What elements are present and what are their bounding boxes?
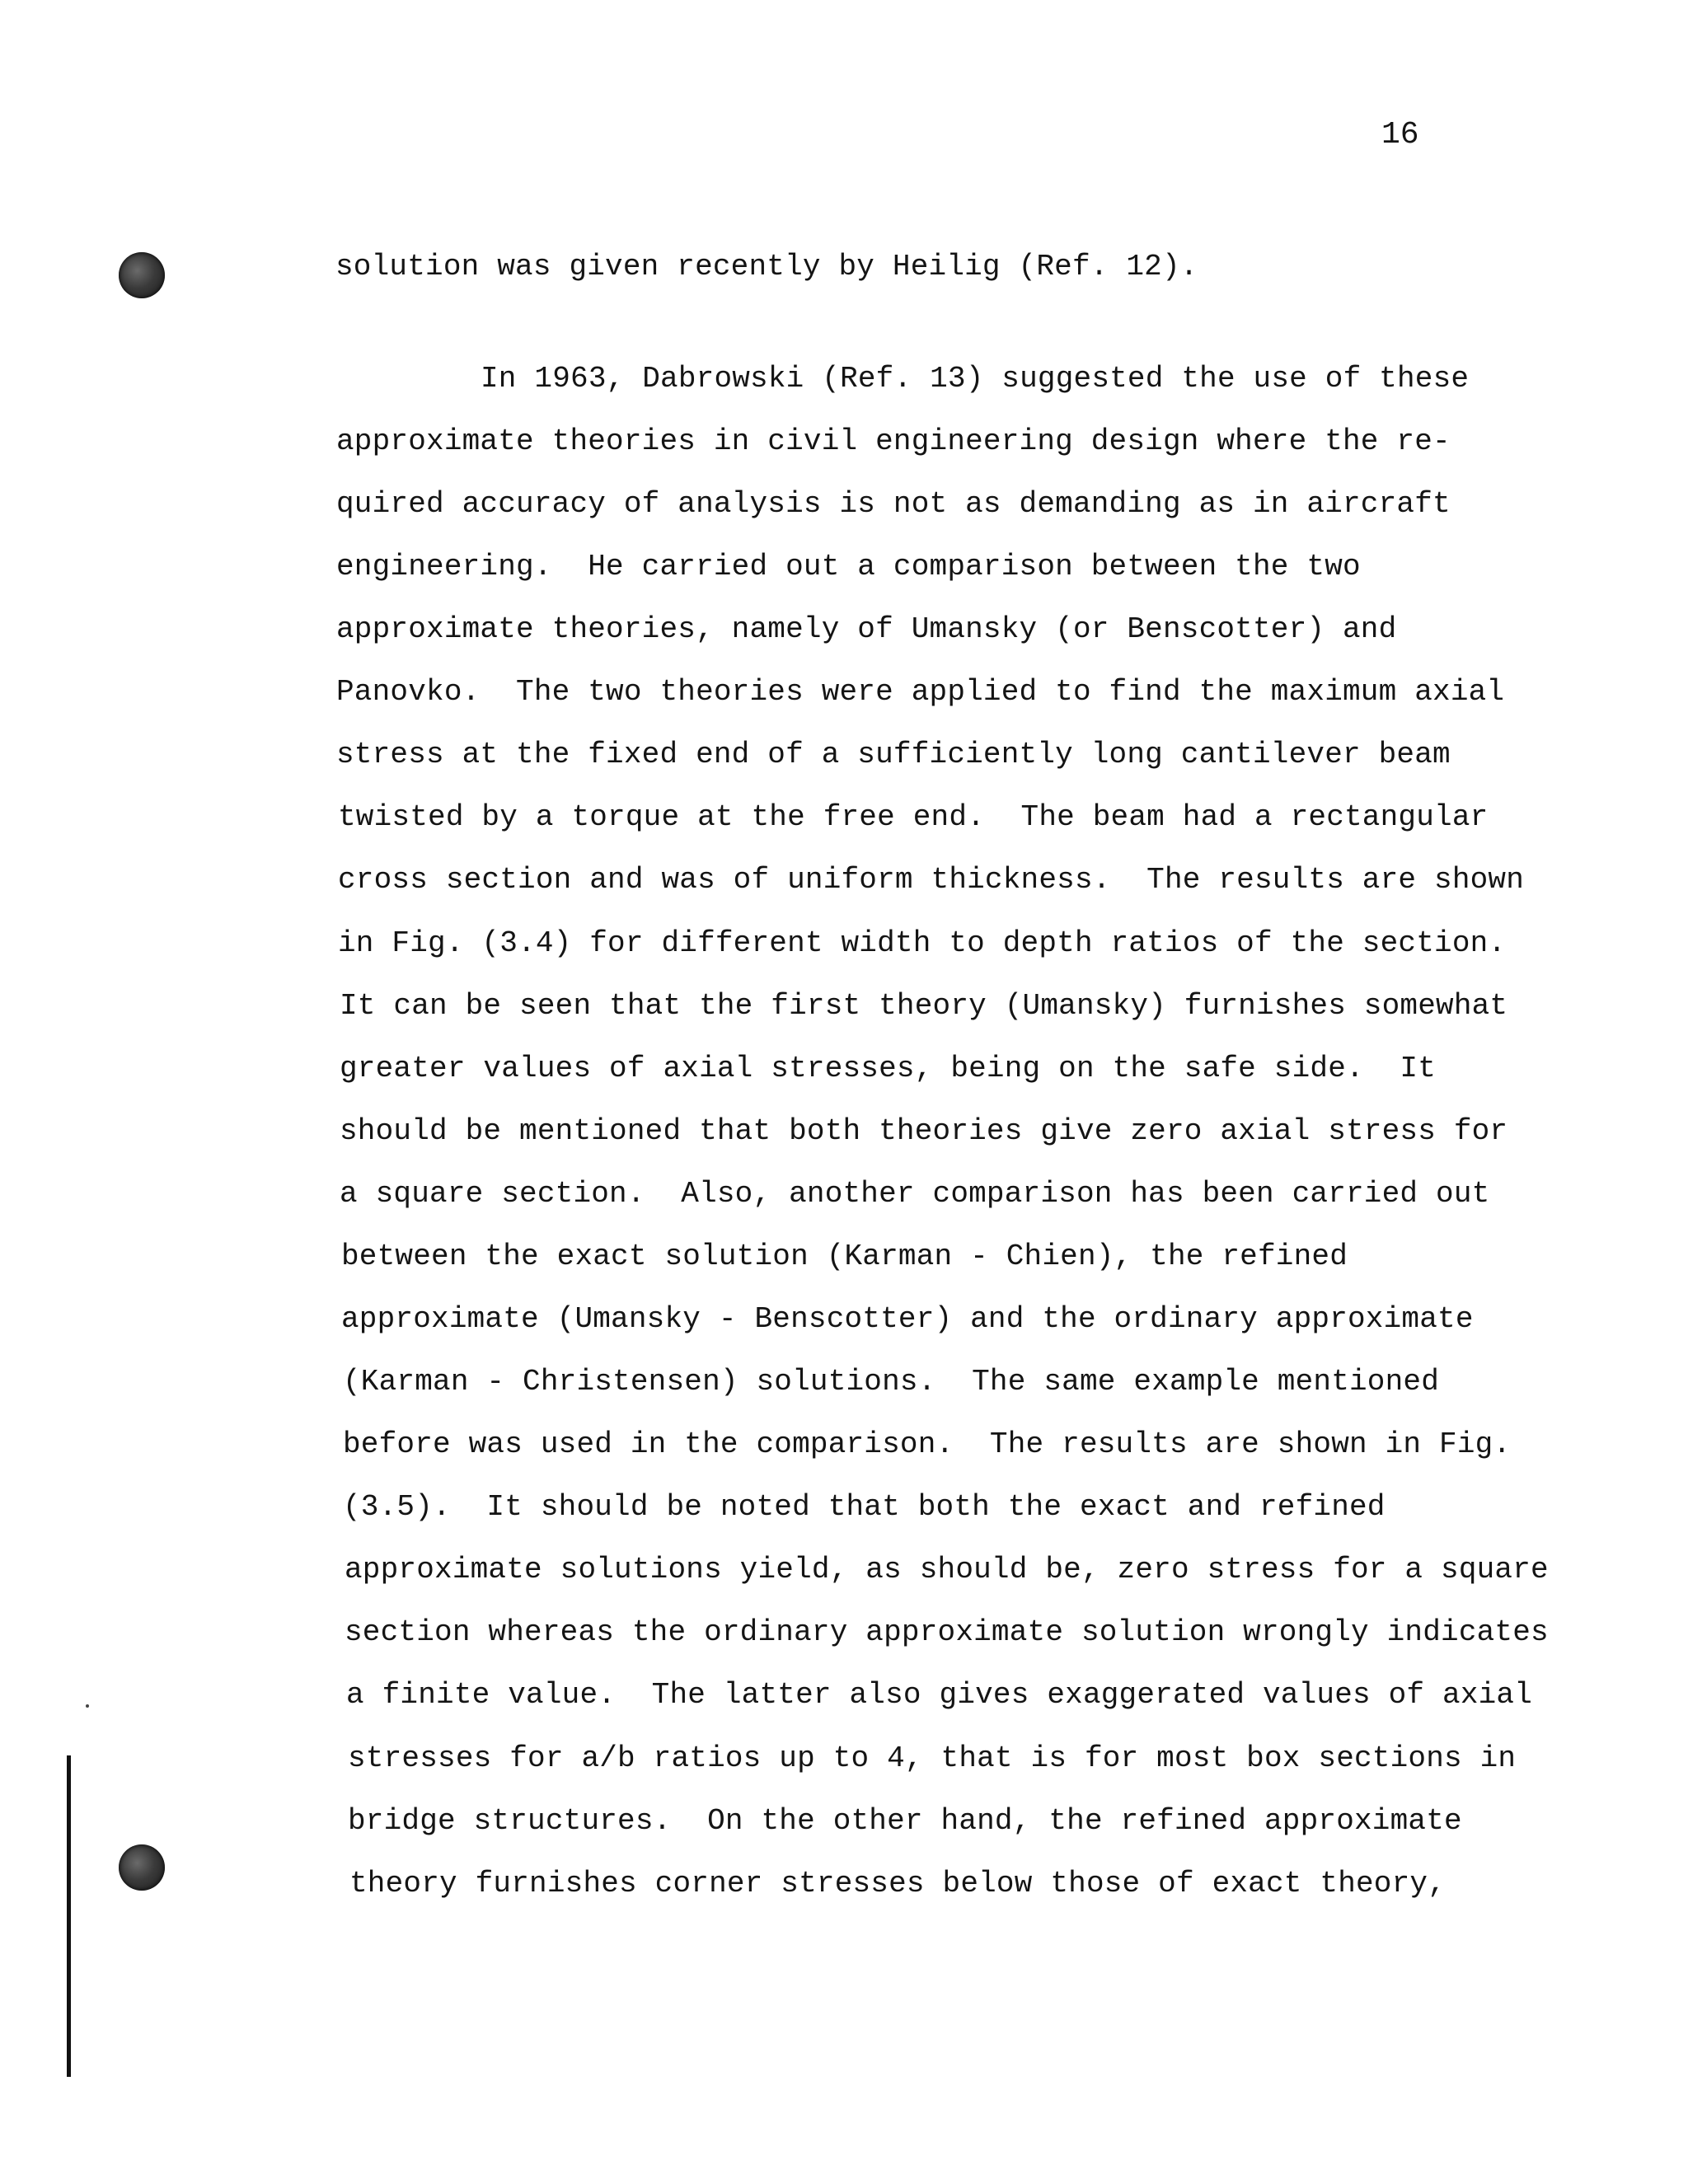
text-line: quired accuracy of analysis is not as demanding as in aircraft	[336, 487, 1451, 521]
punch-hole-top	[119, 252, 165, 298]
margin-bar	[67, 1755, 71, 2077]
text-line: approximate (Umansky - Benscotter) and the ordinary approximate	[341, 1302, 1474, 1336]
text-line: greater values of axial stresses, being on the safe side. It	[340, 1052, 1437, 1085]
text-line: a square section. Also, another comparison has been carried out	[340, 1177, 1490, 1211]
text-line: approximate theories in civil engineering design where the re-	[336, 424, 1451, 458]
text-line: bridge structures. On the other hand, the refined approximate	[348, 1804, 1462, 1838]
text-line: section whereas the ordinary approximate solution wrongly indicates	[345, 1615, 1549, 1649]
text-line: before was used in the comparison. The results are shown in Fig.	[343, 1427, 1512, 1461]
text-line: between the exact solution (Karman - Chien), the refined	[341, 1240, 1348, 1273]
text-line: approximate theories, namely of Umansky (or Benscotter) and	[336, 612, 1397, 646]
text-line: approximate solutions yield, as should be, zero stress for a square	[345, 1553, 1549, 1586]
text-line: twisted by a torque at the free end. The beam had a rectangular	[338, 800, 1489, 834]
page-number: 16	[1381, 117, 1419, 152]
text-line: theory furnishes corner stresses below those of exact theory,	[349, 1867, 1447, 1900]
text-line: in Fig. (3.4) for different width to depth ratios of the section.	[338, 926, 1507, 960]
punch-hole-bottom	[119, 1844, 165, 1891]
text-line: should be mentioned that both theories give zero axial stress for	[340, 1114, 1508, 1148]
text-line: (Karman - Christensen) solutions. The same example mentioned	[343, 1365, 1440, 1399]
text-line: In 1963, Dabrowski (Ref. 13) suggested the use of these	[481, 362, 1470, 396]
text-line: cross section and was of uniform thickness. The results are shown	[338, 863, 1525, 897]
text-line: solution was given recently by Heilig (Ref. 12).	[335, 250, 1198, 284]
text-line: (3.5). It should be noted that both the exact and refined	[343, 1490, 1386, 1524]
margin-tick	[86, 1704, 89, 1708]
text-line: It can be seen that the first theory (Umansky) furnishes somewhat	[340, 989, 1508, 1023]
text-line: stress at the fixed end of a sufficiently long cantilever beam	[336, 738, 1451, 771]
text-line: stresses for a/b ratios up to 4, that is for most box sections in	[348, 1741, 1517, 1775]
text-line: engineering. He carried out a comparison between the two	[336, 550, 1361, 583]
text-line: a finite value. The latter also gives exaggerated values of axial	[346, 1678, 1533, 1712]
text-line: Panovko. The two theories were applied to find the maximum axial	[336, 675, 1505, 709]
